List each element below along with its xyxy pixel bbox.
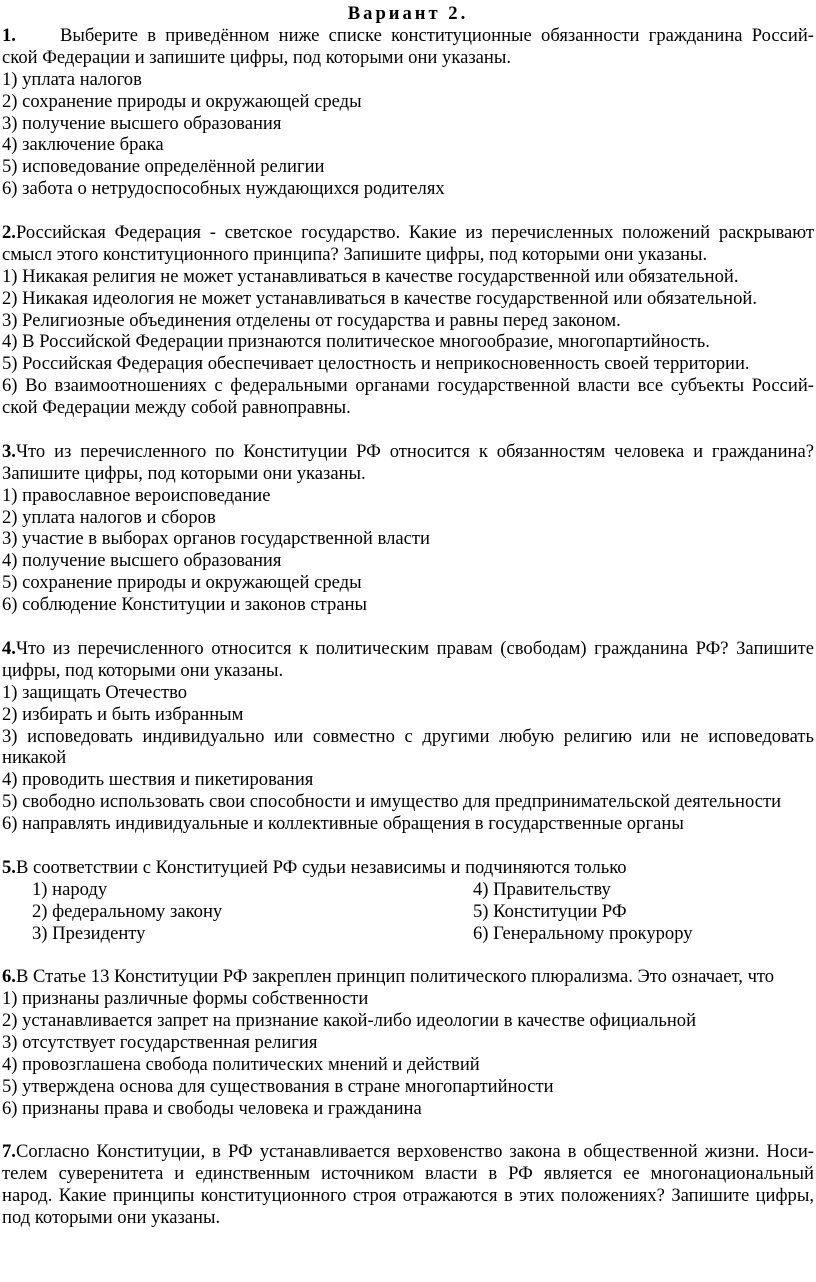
question-text: В соответствии с Конституцией РФ судьи независимы и подчиняются только (15, 856, 627, 878)
question-6 (2, 966, 814, 1119)
answer-option: 5) Российская Федерация обеспечивает целостность и неприкосновенность своей территории. (2, 353, 750, 375)
answer-option: 2) федеральному закону (32, 900, 223, 922)
question-stem: Запишите цифры, под которыми они указаны. (2, 462, 366, 484)
answer-option: 4) заключение брака (2, 134, 164, 156)
question-number: 2. (2, 222, 16, 244)
question-number: 7. (2, 1141, 16, 1163)
answer-column-left (2, 879, 473, 945)
variant-title: Вариант 2. (347, 3, 469, 24)
answer-option: 2) сохранение природы и окружающей среды (2, 90, 362, 112)
answer-option: никакой (2, 747, 67, 769)
answer-option: 2) устанавливается запрет на признание какой-либо идеологии в качестве официальной (2, 1010, 697, 1032)
question-stem (2, 1141, 814, 1163)
document-body (2, 3, 814, 1229)
answer-option: 6) Генеральному прокурору (473, 922, 693, 944)
answer-option: 3) получение высшего образования (2, 112, 282, 134)
question-3 (2, 441, 814, 616)
question-stem (2, 857, 814, 879)
answer-option: 6) Во взаимоотношениях с федеральными органами государственной власти все субъекты Россий- (2, 375, 814, 397)
answer-option: 4) провозглашена свобода политических мнений и действий (2, 1053, 480, 1075)
answer-option: 2) Никакая идеология не может устанавливаться в качестве государственной или обязательной. (2, 287, 758, 309)
answer-option: 1) народу (32, 878, 108, 900)
question-number: 6. (2, 966, 16, 988)
blank-line (2, 835, 814, 857)
question-5 (2, 857, 814, 945)
answer-option: 1) православное вероисповедание (2, 484, 271, 506)
question-1 (2, 25, 814, 200)
question-stem (2, 966, 814, 988)
answer-option: 4) получение высшего образования (2, 550, 282, 572)
question-number: 3. (2, 440, 16, 462)
question-text: Что из перечисленного по Конституции РФ относится к обязанностям человека и гражданина? (15, 440, 814, 462)
question-stem: ской Федерации и запишите цифры, под которыми они указаны. (2, 46, 512, 68)
question-stem (2, 638, 814, 660)
answer-option: 5) утверждена основа для существования в стране многопартийности (2, 1075, 554, 1097)
question-stem: смысл этого конституционного принципа? Запишите цифры, под которыми они указаны. (2, 243, 708, 265)
question-number: 5. (2, 856, 16, 878)
answer-option: 3) участие в выборах органов государственной власти (2, 528, 430, 550)
answer-option: 1) признаны различные формы собственности (2, 988, 369, 1010)
answer-option: 5) исповедование определённой религии (2, 156, 325, 178)
answer-option: 5) свободно использовать свои способности и имущество для предпринимательской деятельности (2, 791, 782, 813)
question-stem: цифры, под которыми они указаны. (2, 659, 284, 681)
answer-option: 6) соблюдение Конституции и законов страны (2, 594, 368, 616)
answer-option: 5) Конституции РФ (473, 900, 627, 922)
answer-option: 2) уплата налогов и сборов (2, 506, 216, 528)
answer-columns (2, 879, 814, 945)
answer-option: 1) защищать Отечество (2, 681, 188, 703)
question-4 (2, 638, 814, 835)
answer-option: 1) уплата налогов (2, 68, 142, 90)
question-stem (2, 441, 814, 463)
question-stem (2, 222, 814, 244)
answer-option: 6) признаны права и свободы человека и гражданина (2, 1097, 422, 1119)
answer-option: 4) В Российской Федерации признаются политическое многообразие, многопартийность. (2, 331, 710, 353)
question-stem: телем суверенитета и единственным источником власти в РФ является ее многонациональный (2, 1163, 814, 1185)
answer-option: 6) забота о нетрудоспособных нуждающихся родителях (2, 178, 445, 200)
answer-option: 4) проводить шествия и пикетирования (2, 769, 314, 791)
blank-line (2, 1120, 814, 1142)
answer-option: 4) Правительству (473, 878, 611, 900)
blank-line (2, 616, 814, 638)
question-stem: под которыми они указаны. (2, 1207, 221, 1229)
question-stem (2, 25, 814, 47)
answer-option: ской Федерации между собой равноправны. (2, 397, 351, 419)
question-text: Согласно Конституции, в РФ устанавливается верховенство закона в общественной жизни. Носи- (15, 1141, 814, 1163)
blank-line (2, 200, 814, 222)
answer-option: 3) Президенту (32, 922, 146, 944)
blank-line (2, 419, 814, 441)
answer-option: 3) Религиозные объединения отделены от государства и равны перед законом. (2, 309, 621, 331)
answer-option: 1) Никакая религия не может устанавливаться в качестве государственной или обязательной. (2, 265, 739, 287)
question-text: В Статье 13 Конституции РФ закреплен принцип политического плюрализма. Это означает, что (15, 966, 775, 988)
question-2 (2, 222, 814, 419)
question-text: Выберите в приведённом ниже списке конституционные обязанности гражданина Россий- (60, 25, 814, 46)
question-7 (2, 1141, 814, 1229)
answer-option: 2) избирать и быть избранным (2, 703, 244, 725)
question-stem: народ. Какие принципы конституционного строя отражаются в этих положениях? Запишите цифры, (2, 1185, 814, 1207)
answer-option: 6) направлять индивидуальные и коллективные обращения в государственные органы (2, 813, 684, 835)
answer-option: 3) отсутствует государственная религия (2, 1032, 318, 1054)
answer-option: 5) сохранение природы и окружающей среды (2, 572, 362, 594)
question-number: 1. (2, 25, 16, 46)
question-text: Российская Федерация - светское государство. Какие из перечисленных положений раскрывают (15, 222, 814, 244)
answer-option: 3) исповедовать индивидуально или совместно с другими любую религию или не исповедовать (2, 725, 814, 747)
blank-line (2, 944, 814, 966)
question-number: 4. (2, 637, 16, 659)
answer-column-right (473, 879, 693, 945)
question-text: Что из перечисленного относится к политическим правам (свободам) гражданина РФ? Запишите (15, 637, 814, 659)
